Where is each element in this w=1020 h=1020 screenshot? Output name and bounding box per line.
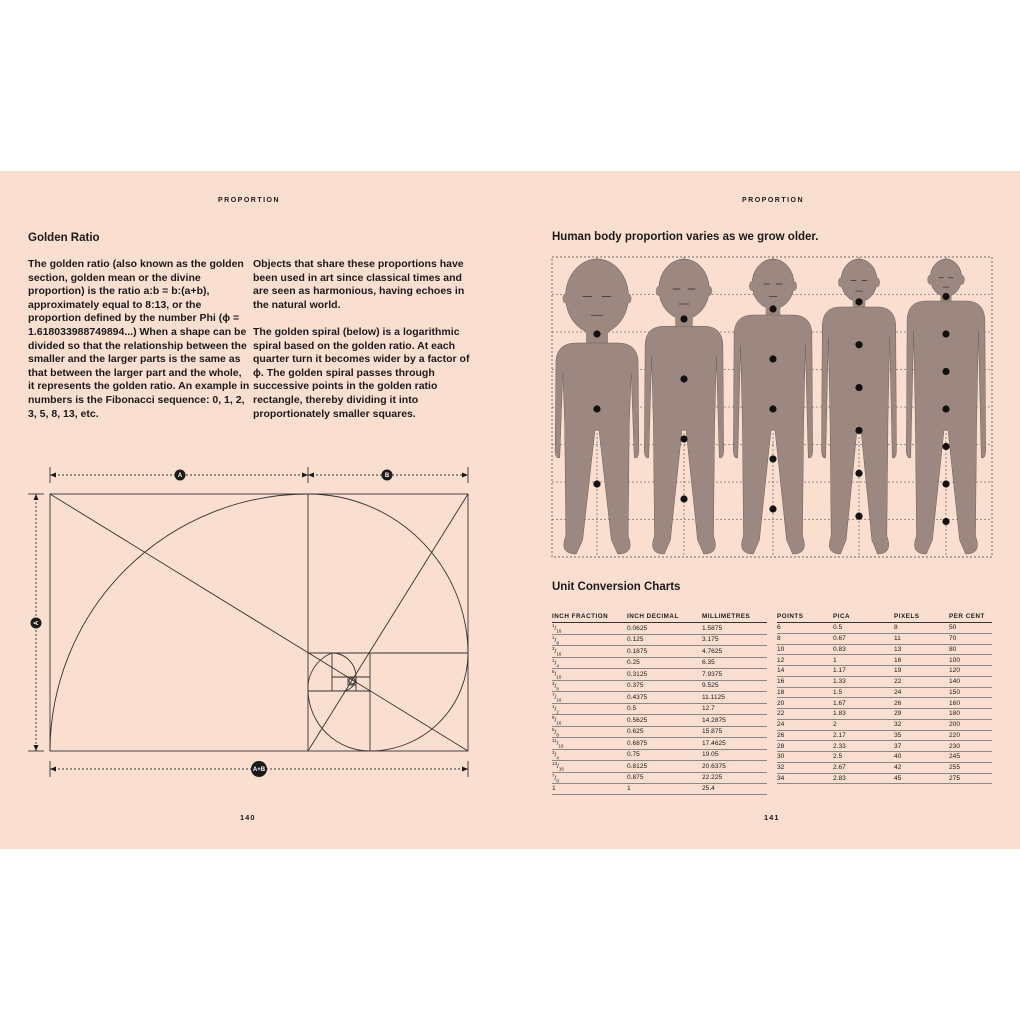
table-cell: 0.8125 — [627, 761, 702, 773]
table-heading: Unit Conversion Charts — [552, 581, 681, 593]
table-cell: 35 — [894, 730, 949, 741]
table-row — [777, 762, 992, 773]
table-cell: 1 — [627, 784, 702, 795]
table-cell: 25.4 — [702, 784, 767, 795]
proportion-dot — [942, 293, 949, 300]
table-cell: 1.17 — [833, 666, 894, 677]
proportion-dot — [769, 355, 776, 362]
table-cell: 26 — [777, 730, 833, 741]
table-cell: 42 — [894, 762, 949, 773]
table-cell: 0.0625 — [627, 623, 702, 635]
figure-ear — [626, 294, 632, 304]
proportion-dot — [769, 505, 776, 512]
table-cell: 11 — [894, 633, 949, 644]
table-cell: 22.225 — [702, 772, 767, 784]
table-row — [552, 634, 767, 646]
conversion-table-points — [777, 611, 992, 784]
proportion-dot — [855, 298, 862, 305]
table-cell: 0.5 — [627, 703, 702, 715]
table-row — [552, 657, 767, 669]
table-cell: 9.525 — [702, 680, 767, 692]
table-cell: 24 — [894, 687, 949, 698]
proportion-dot — [855, 513, 862, 520]
table-cell: 70 — [949, 633, 992, 644]
proportion-dot — [769, 455, 776, 462]
table-cell: 14 — [777, 666, 833, 677]
table-cell: 8 — [777, 633, 833, 644]
table-cell: $^{13}/_{16}$ — [552, 761, 627, 773]
table-cell: 40 — [894, 752, 949, 763]
proportion-dot — [942, 330, 949, 337]
column-header: PICA — [833, 611, 894, 623]
table-cell: 1.67 — [833, 698, 894, 709]
proportion-dot — [769, 305, 776, 312]
proportion-dot — [593, 330, 600, 337]
table-row — [777, 633, 992, 644]
proportion-dot — [942, 368, 949, 375]
table-cell: 34 — [777, 773, 833, 784]
proportion-dot — [855, 470, 862, 477]
table-row — [552, 692, 767, 704]
table-cell: 0.83 — [833, 644, 894, 655]
table-row — [552, 680, 767, 692]
section-heading-golden-ratio: Golden Ratio — [28, 232, 100, 244]
label-ab: A+B — [252, 767, 266, 774]
figure-caption: Human body proportion varies as we grow older. — [552, 231, 819, 243]
column-header: MILLIMETRES — [702, 611, 767, 623]
table-cell: 0.3125 — [627, 669, 702, 681]
table-cell: 1 — [552, 784, 627, 795]
table-row — [552, 715, 767, 727]
table-cell: $^9/_{16}$ — [552, 715, 627, 727]
table-cell: 160 — [949, 698, 992, 709]
table-cell: 200 — [949, 719, 992, 730]
table-cell: 1.5 — [833, 687, 894, 698]
column-header: POINTS — [777, 611, 833, 623]
table-cell: 12.7 — [702, 703, 767, 715]
table-cell: 12 — [777, 655, 833, 666]
table-row — [552, 623, 767, 635]
figure-head — [930, 259, 962, 297]
page-number-left: 140 — [240, 813, 256, 822]
table-row — [777, 644, 992, 655]
table-cell: 20.6375 — [702, 761, 767, 773]
paragraph: The golden spiral (below) is a logarithmic spiral based on the golden ratio. At each quarter turn it becomes wider by a factor of ϕ. The golden spiral passes through successive points in the golden ratio rectangle, thereby dividing it into proportionately smaller squares. — [253, 325, 470, 420]
table-cell: 120 — [949, 666, 992, 677]
table-cell: $^5/_8$ — [552, 726, 627, 738]
figure-head — [659, 259, 709, 319]
proportion-dot — [680, 315, 687, 322]
table-row — [552, 726, 767, 738]
table-cell: $^3/_{16}$ — [552, 646, 627, 658]
table-cell: 140 — [949, 676, 992, 687]
table-cell: 24 — [777, 719, 833, 730]
figure-head — [752, 259, 794, 309]
column-header: INCH DECIMAL — [627, 611, 702, 623]
table-row — [777, 730, 992, 741]
table-cell: $^1/_2$ — [552, 703, 627, 715]
table-cell: 6 — [777, 623, 833, 634]
table-row — [777, 676, 992, 687]
table-cell: $^3/_4$ — [552, 749, 627, 761]
table-cell: $^3/_8$ — [552, 680, 627, 692]
proportion-dot — [769, 405, 776, 412]
proportion-dot — [942, 443, 949, 450]
running-head-left: PROPORTION — [218, 197, 281, 204]
table-cell: 150 — [949, 687, 992, 698]
paragraph: Objects that share these proportions have been used in art since classical times and are seen as harmonious, having echoes in the natural world. — [253, 258, 465, 311]
label-a: A — [177, 473, 183, 480]
table-row — [552, 646, 767, 658]
table-cell: 30 — [777, 752, 833, 763]
table-cell: 13 — [894, 644, 949, 655]
table-row — [552, 669, 767, 681]
table-cell: $^{11}/_{16}$ — [552, 738, 627, 750]
table-cell: 275 — [949, 773, 992, 784]
table-row — [552, 761, 767, 773]
proportion-dot — [942, 480, 949, 487]
table-row — [777, 655, 992, 666]
figure-ear — [874, 277, 880, 287]
table-row — [552, 784, 767, 795]
proportion-dot — [680, 435, 687, 442]
table-cell: 220 — [949, 730, 992, 741]
table-cell: 11.1125 — [702, 692, 767, 704]
figure-head — [566, 259, 629, 334]
table-cell: 16 — [894, 655, 949, 666]
figure-ear — [838, 277, 844, 287]
table-cell: 22 — [777, 709, 833, 720]
figure-ear — [791, 281, 797, 291]
table-cell: $^7/_8$ — [552, 772, 627, 784]
table-cell: 1.83 — [833, 709, 894, 720]
running-head-right: PROPORTION — [742, 197, 805, 204]
table-cell: 0.6875 — [627, 738, 702, 750]
table-cell: 2.67 — [833, 762, 894, 773]
table-cell: 19 — [894, 666, 949, 677]
table-cell: 18 — [777, 687, 833, 698]
table-cell: 0.375 — [627, 680, 702, 692]
table-row — [777, 752, 992, 763]
table-cell: 16 — [777, 676, 833, 687]
table-cell: 180 — [949, 709, 992, 720]
table-cell: 100 — [949, 655, 992, 666]
table-cell: 29 — [894, 709, 949, 720]
table-row — [777, 719, 992, 730]
body-column-1 — [28, 258, 250, 435]
table-row — [552, 772, 767, 784]
proportion-dot — [680, 495, 687, 502]
table-cell: 2.5 — [833, 752, 894, 763]
table-cell: 1 — [833, 655, 894, 666]
table-cell: $^1/_4$ — [552, 657, 627, 669]
table-cell: 2 — [833, 719, 894, 730]
table-cell: 4.7625 — [702, 646, 767, 658]
table-cell: 6.35 — [702, 657, 767, 669]
table-cell: 2.83 — [833, 773, 894, 784]
proportion-dot — [593, 480, 600, 487]
table-cell: $^1/_{16}$ — [552, 623, 627, 635]
table-cell: 15.875 — [702, 726, 767, 738]
table-cell: 0.625 — [627, 726, 702, 738]
table-cell: 14.2875 — [702, 715, 767, 727]
figure-head — [841, 259, 877, 302]
table-cell: 7.9375 — [702, 669, 767, 681]
label-a-vertical: A — [34, 620, 41, 626]
figure-ear — [927, 275, 933, 285]
figure-ear — [563, 294, 569, 304]
table-cell: 0.1875 — [627, 646, 702, 658]
table-cell: 1.33 — [833, 676, 894, 687]
table-cell: 2.33 — [833, 741, 894, 752]
figure-body — [906, 301, 985, 554]
proportion-dot — [855, 384, 862, 391]
proportion-dot — [855, 427, 862, 434]
column-header: PIXELS — [894, 611, 949, 623]
table-row — [777, 698, 992, 709]
table-row — [777, 687, 992, 698]
table-cell: 26 — [894, 698, 949, 709]
table-cell: 3.175 — [702, 634, 767, 646]
proportion-dot — [680, 375, 687, 382]
table-cell: 0.125 — [627, 634, 702, 646]
table-cell: 19.05 — [702, 749, 767, 761]
table-row — [777, 623, 992, 634]
figure-ear — [706, 286, 712, 296]
table-row — [552, 703, 767, 715]
table-cell: 245 — [949, 752, 992, 763]
table-cell: 10 — [777, 644, 833, 655]
proportion-dot — [942, 518, 949, 525]
figure-ear — [656, 286, 662, 296]
book-spread — [0, 171, 1020, 849]
table-row — [777, 709, 992, 720]
table-row — [552, 749, 767, 761]
table-cell: 17.4625 — [702, 738, 767, 750]
proportion-dot — [942, 405, 949, 412]
table-cell: 0.25 — [627, 657, 702, 669]
table-cell: 1.5875 — [702, 623, 767, 635]
page-number-right: 141 — [764, 813, 780, 822]
table-cell: 0.5625 — [627, 715, 702, 727]
column-header: INCH FRACTION — [552, 611, 627, 623]
paragraph: The golden ratio (also known as the golden section, golden mean or the divine proportion) is the ratio a:b = b:(a+b), approximately equal to 8:13, or the proportion defined by the number Phi (ϕ = 1.618033988749894...) When a shape can be divided so that the relationship between the smaller and the larger parts is the same as that between the larger part and the whole, it represents the golden ratio. An example in numbers is the Fibonacci sequence: 0, 1, 2, 3, 5, 8, 13, etc. — [28, 258, 250, 420]
table-cell: 0.875 — [627, 772, 702, 784]
golden-spiral-diagram — [0, 461, 480, 781]
label-b: B — [384, 473, 390, 480]
table-cell: 32 — [777, 762, 833, 773]
table-cell: 0.5 — [833, 623, 894, 634]
table-row — [777, 666, 992, 677]
table-row — [777, 741, 992, 752]
conversion-table-inches — [552, 611, 767, 795]
table-cell: 8 — [894, 623, 949, 634]
table-cell: 230 — [949, 741, 992, 752]
table-cell: 28 — [777, 741, 833, 752]
table-cell: 20 — [777, 698, 833, 709]
proportion-dot — [855, 341, 862, 348]
table-cell: 0.75 — [627, 749, 702, 761]
table-cell: $^1/_8$ — [552, 634, 627, 646]
table-cell: 2.17 — [833, 730, 894, 741]
body-column-2 — [253, 258, 475, 435]
figure-ear — [749, 281, 755, 291]
table-cell: 255 — [949, 762, 992, 773]
table-cell: 32 — [894, 719, 949, 730]
table-cell: 80 — [949, 644, 992, 655]
table-cell: $^5/_{16}$ — [552, 669, 627, 681]
table-row — [777, 773, 992, 784]
table-cell: 0.67 — [833, 633, 894, 644]
table-cell: 50 — [949, 623, 992, 634]
table-row — [552, 738, 767, 750]
figure-ear — [959, 275, 965, 285]
table-cell: $^7/_{16}$ — [552, 692, 627, 704]
column-header: PER CENT — [949, 611, 992, 623]
table-cell: 45 — [894, 773, 949, 784]
body-proportion-figure — [552, 257, 992, 557]
table-cell: 22 — [894, 676, 949, 687]
proportion-dot — [593, 405, 600, 412]
table-cell: 37 — [894, 741, 949, 752]
table-cell: 0.4375 — [627, 692, 702, 704]
